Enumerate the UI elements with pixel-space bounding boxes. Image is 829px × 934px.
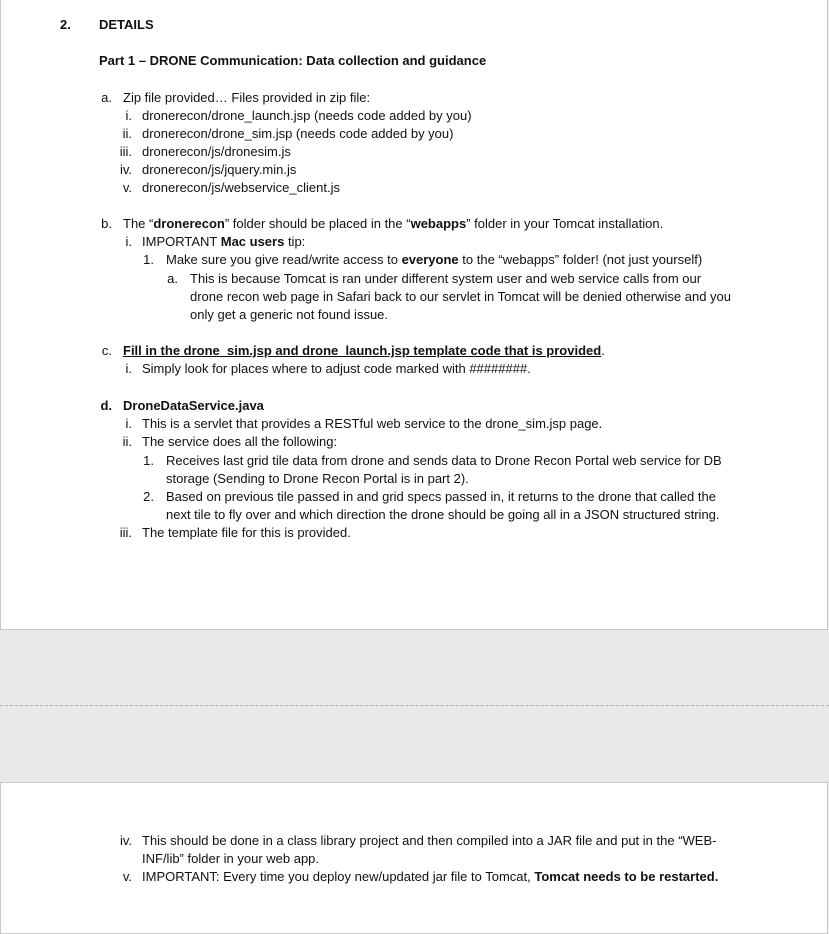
item-d-title: DroneDataService.java xyxy=(123,398,264,413)
item-d-sub-v-marker: v. xyxy=(122,869,132,884)
part1-title: Part 1 – DRONE Communication: Data collection and guidance xyxy=(99,53,487,68)
item-d-sub-iv-line: This should be done in a class library project and then compiled into a JAR file and put in the “WEB- xyxy=(142,833,717,848)
page-break-divider xyxy=(0,705,829,706)
item-d-sub-iv-marker: iv. xyxy=(119,833,132,848)
item-c-text: Fill in the drone_sim.jsp and drone_launch.jsp template code that is provided. xyxy=(123,343,605,358)
item-b-sub-a-line: only get a generic not found issue. xyxy=(190,307,389,322)
section-number: 2. xyxy=(60,17,71,32)
file-list-item: dronerecon/drone_sim.jsp (needs code added by you) xyxy=(142,126,454,141)
item-d-num-1-marker: 1. xyxy=(143,453,154,468)
item-b-sub-i-text: IMPORTANT Mac users tip: xyxy=(142,234,306,249)
item-d-num-1-line: Receives last grid tile data from drone and sends data to Drone Recon Portal web service for DB xyxy=(166,453,722,468)
item-c-sub-i-text: Simply look for places where to adjust code marked with ########. xyxy=(142,361,531,376)
item-d-sub-i-marker: i. xyxy=(125,416,132,431)
file-list-marker: ii. xyxy=(122,126,132,141)
item-d-sub-iii-marker: iii. xyxy=(119,525,132,540)
item-b-sub-a-line: This is because Tomcat is ran under different system user and web service calls from our xyxy=(190,271,702,286)
item-d-sub-iii-text: The template file for this is provided. xyxy=(142,525,351,540)
item-b-marker: b. xyxy=(101,216,112,231)
file-list-marker: i. xyxy=(125,108,132,123)
item-d-sub-ii-marker: ii. xyxy=(122,434,132,449)
item-c-marker: c. xyxy=(101,343,112,358)
file-list-item: dronerecon/drone_launch.jsp (needs code added by you) xyxy=(142,108,472,123)
document-page-2 xyxy=(0,782,828,934)
item-d-sub-i-text: This is a servlet that provides a RESTful web service to the drone_sim.jsp page. xyxy=(142,416,603,431)
item-d-sub-ii-text: The service does all the following: xyxy=(142,434,338,449)
item-d-num-2-line: next tile to fly over and which direction the drone should be going all in a JSON structured string. xyxy=(166,507,720,522)
file-list-item: dronerecon/js/jquery.min.js xyxy=(142,162,297,177)
item-d-sub-v-text: IMPORTANT: Every time you deploy new/updated jar file to Tomcat, Tomcat needs to be restarted. xyxy=(142,869,719,884)
item-a-marker: a. xyxy=(101,90,112,105)
item-b-sub-1-text: Make sure you give read/write access to everyone to the “webapps” folder! (not just yourself) xyxy=(166,252,703,267)
file-list-marker: iii. xyxy=(119,144,132,159)
item-a-text: Zip file provided… Files provided in zip file: xyxy=(123,90,371,105)
file-list-marker: iv. xyxy=(119,162,132,177)
section-title: DETAILS xyxy=(99,17,154,32)
item-d-num-2-marker: 2. xyxy=(143,489,154,504)
item-b-sub-a-marker: a. xyxy=(167,271,178,286)
item-b-text: The “dronerecon” folder should be placed in the “webapps” folder in your Tomcat installation. xyxy=(123,216,664,231)
item-d-num-2-line: Based on previous tile passed in and grid specs passed in, it returns to the drone that called the xyxy=(166,489,716,504)
item-d-marker: d. xyxy=(100,398,112,413)
item-d-sub-iv-line: INF/lib” folder in your web app. xyxy=(142,851,320,866)
file-list-item: dronerecon/js/dronesim.js xyxy=(142,144,291,159)
item-d-num-1-line: storage (Sending to Drone Recon Portal is in part 2). xyxy=(166,471,469,486)
item-b-sub-a-line: drone recon web page in Safari back to our servlet in Tomcat will be denied otherwise and you xyxy=(190,289,732,304)
item-b-sub-1-marker: 1. xyxy=(143,252,154,267)
file-list-item: dronerecon/js/webservice_client.js xyxy=(142,180,340,195)
item-b-sub-i-marker: i. xyxy=(125,234,132,249)
item-c-sub-i-marker: i. xyxy=(125,361,132,376)
file-list-marker: v. xyxy=(122,180,132,195)
